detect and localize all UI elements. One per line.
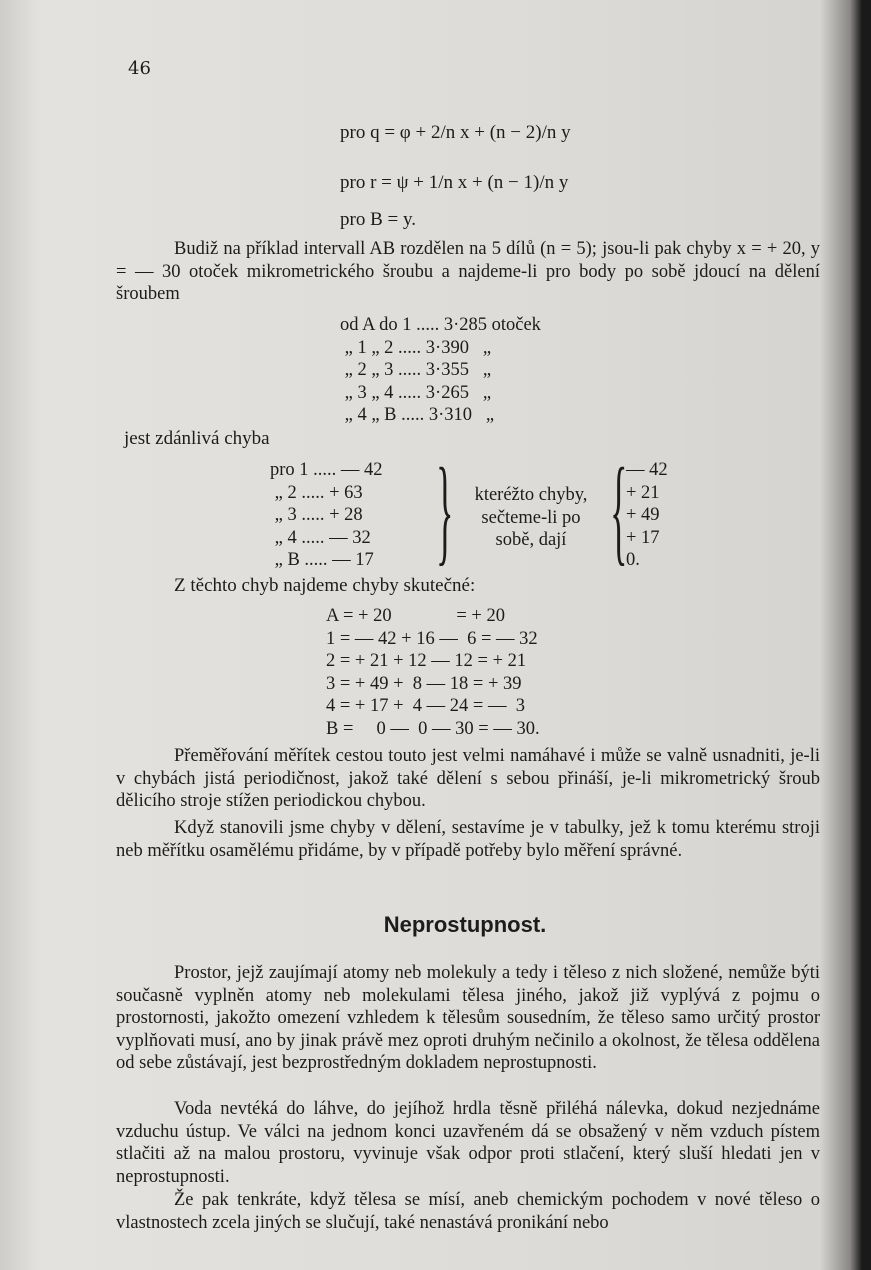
- cumulative-sums: [626, 459, 668, 572]
- calc-row: 3 = + 49 + 8 — 18 = + 39: [326, 673, 522, 694]
- calc-row: 1 = — 42 + 16 — 6 = — 32: [326, 628, 538, 649]
- paragraph-remeasuring: [116, 745, 820, 813]
- right-brace: }: [436, 443, 454, 576]
- paragraph-tables: [116, 817, 820, 862]
- paragraph-mixing: [116, 1189, 820, 1234]
- sum-explanation: [456, 484, 606, 552]
- paragraph-text: Že pak tenkráte, když tělesa se mísí, aneb chemickým pochodem v nové těleso o vlastnostech zcela jiných se slučují, také nenastává pronikání nebo: [116, 1190, 820, 1233]
- table-row: „ 3 ..... + 28: [270, 505, 363, 525]
- sum-value: + 21: [626, 482, 660, 503]
- table-row: „ 1 „ 2 ..... 3·390 „: [340, 337, 492, 358]
- sum-value: + 49: [626, 505, 660, 525]
- calc-row: 4 = + 17 + 4 — 24 = — 3: [326, 696, 525, 716]
- table-row: „ 4 ..... — 32: [270, 527, 371, 548]
- formula-r: pro r = ψ + 1/n x + (n − 1)/n y: [340, 172, 569, 193]
- table-row: pro 1 ..... — 42: [270, 460, 383, 480]
- paragraph-text: Budiž na příklad intervall AB rozdělen na 5 dílů (n = 5); jsou-li pak chyby x = + 20, y = — 30 otoček mikrometrického šroubu a najdeme-li pro body po sobě jdoucí na dělení šroubem: [116, 239, 820, 304]
- paragraph-impenetrability: [116, 962, 820, 1075]
- table-row: od A do 1 ..... 3·285 otoček: [340, 315, 541, 335]
- sum-value: — 42: [626, 460, 668, 480]
- apparent-error-label: jest zdánlivá chyba: [124, 428, 270, 449]
- table-row: „ 4 „ B ..... 3·310 „: [340, 405, 495, 425]
- screw-turns-table: [340, 314, 541, 427]
- calc-row: B = 0 — 0 — 30 = — 30.: [326, 718, 540, 739]
- table-row: „ 2 „ 3 ..... 3·355 „: [340, 360, 492, 380]
- apparent-error-table: [270, 459, 383, 572]
- explanation-line: kteréžto chyby,: [474, 485, 588, 505]
- actual-errors-calculation: [326, 605, 540, 740]
- paragraph-example: [116, 238, 820, 306]
- paragraph-water: [116, 1098, 820, 1188]
- calc-row: 2 = + 21 + 12 — 12 = + 21: [326, 651, 527, 671]
- table-row: „ B ..... — 17: [270, 550, 374, 570]
- table-row: „ 2 ..... + 63: [270, 482, 363, 503]
- formula-q: pro q = φ + 2/n x + (n − 2)/n y: [340, 122, 571, 143]
- paragraph-text: Prostor, jejž zaujímají atomy neb molekuly a tedy i těleso z nich složené, nemůže býti současně vyplněn atomy neb molekulami tělesa jiného, jakož již vyplývá z pojmu o prostornosti, jakožto omezení vzhledem k tělesům sousedním, že těleso samo určitý prostor vyplňovati musí, ano by jinak právě mez oproti druhým nečinilo a okolnost, že tělesa oddělena od sebe zůstávají, jest bezprostředným dokladem neprostupnosti.: [116, 963, 820, 1073]
- table-row: „ 3 „ 4 ..... 3·265 „: [340, 382, 492, 403]
- formula-b: pro B = y.: [340, 209, 416, 230]
- left-brace: {: [610, 443, 628, 576]
- explanation-line: sečteme-li po: [481, 507, 581, 528]
- sum-value: 0.: [626, 550, 640, 570]
- sum-value: + 17: [626, 527, 660, 548]
- paragraph-text: Voda nevtéká do láhve, do jejíhož hrdla těsně přiléhá nálevka, dokud nezjednáme vzduchu ústup. Ve válci na jednom konci uzavřeném dá se obsažený v něm vzduch pístem stlačiti až na malou prostoru, vyvinuje však odpor proti stlačení, který sluší hledati jen v neprostupnosti.: [116, 1099, 820, 1187]
- section-heading: Neprostupnost.: [383, 912, 547, 937]
- calc-row: A = + 20 = + 20: [326, 606, 505, 626]
- paragraph-text: Když stanovili jsme chyby v dělení, sestavíme je v tabulky, jež k tomu kterému stroji neb měřítku osamělému přidáme, by v případě potřeby bylo měření správné.: [116, 818, 820, 861]
- paragraph-text: Přeměřování měřítek cestou touto jest velmi namáhavé i může se valně usnadniti, je-li v chybách jistá periodičnost, jakož také dělení s sebou přináší, je-li mikrometrický šroub dělicího stroje stížen periodickou chybou.: [116, 746, 820, 811]
- explanation-line: sobě, dají: [495, 530, 567, 550]
- actual-errors-label: Z těchto chyb najdeme chyby skutečné:: [174, 575, 476, 596]
- page-number: 46: [128, 58, 151, 79]
